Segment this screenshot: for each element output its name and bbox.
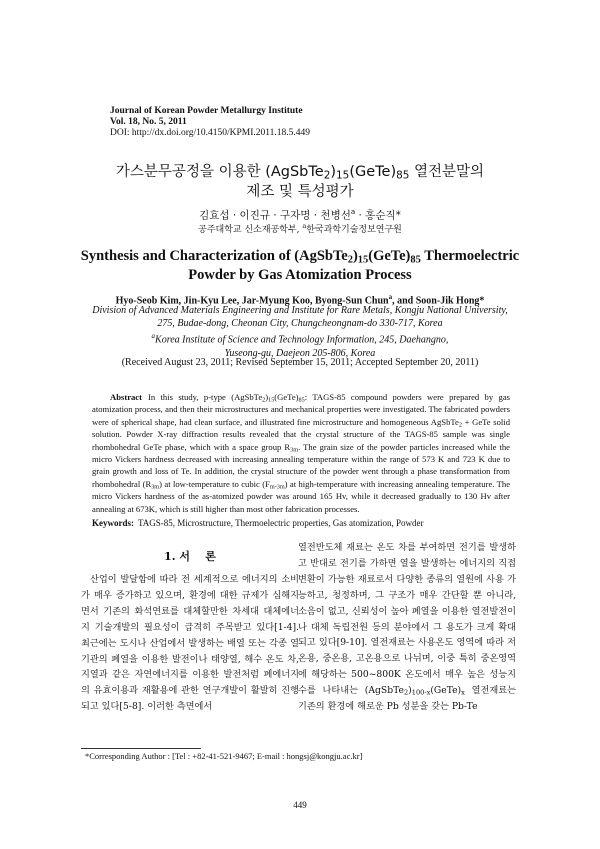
english-title-sub: 15	[357, 254, 369, 266]
journal-volume: Vol. 18, No. 5, 2011	[110, 117, 187, 127]
body-text: 열전재료는 기존의 환경에 해로운 Pb 성분을 갖는 Pb-Te	[298, 685, 517, 713]
body-text: 산업이 발달함에 따라 전 세계적으로 에너지의 소비가 매우 증가하고 있으며, 환경에 대한 규제가 심해지면서 기존의 화석연료를 대체할만한 차세대 대체에너지 기술개발의 필요성이 급격히 주목받고 있다[1-4]. 최근에는 도시나 산업에서 발생하는 배열 또는 각종 열기관의 폐열을 이용한 발전이나 태양열, 해수 온도 차, 지열과 같은 자연에너지를 이용한 발전처럼 폐에너지의 유효이용과 재활용에 관한 연구개발이 활발히 진행되고 있다[5-8]. 이러한 측면에서	[81, 574, 299, 713]
body-sub: x	[461, 688, 465, 697]
korean-title-mid: )	[330, 164, 337, 180]
korean-affil-2: 한국과학기술정보연구원	[306, 225, 402, 235]
body-text: )	[408, 685, 412, 697]
korean-title-line2: 제조 및 특성평가	[246, 184, 354, 200]
abstract-sub: 2	[458, 421, 462, 429]
affiliation-line: 275, Budae-dong, Cheonan City, Chungcheongnam-do 330-717, Korea	[157, 318, 443, 330]
english-title-post: Thermoelectric	[420, 248, 520, 264]
korean-title-sub: 15	[336, 169, 350, 182]
affiliation-line: Korea Institute of Science and Technology Information, 245, Daehangno,	[155, 334, 449, 346]
english-title-mid: )	[352, 248, 358, 264]
abstract-text: + GeTe solid solution. Powder X-ray diffraction results revealed that the crystal structure of the TAGS-85 sample was single rhombohedral GeTe phase, which with a space group R	[92, 416, 510, 452]
affiliation-mark: a	[302, 222, 307, 230]
english-title-mid: (GeTe)	[368, 248, 411, 264]
abstract-text: : TAGS-85 compound powders were prepared by gas atomization process, and then their microstructures and mechanical properties were investigated. The fabricated powders were of spherical shape, had clean surface, and illustrated fine microstructure and homogeneous AgSbTe	[92, 392, 510, 427]
abstract-sub: 85	[298, 396, 305, 404]
body-text: (GeTe)	[430, 685, 462, 697]
keywords	[92, 517, 510, 529]
abstract-text: In this study, p-type (AgSbTe	[147, 392, 263, 402]
affiliation-line: Yuseong-gu, Daejeon 205-806, Korea	[224, 347, 376, 359]
korean-title-mid: (GeTe)	[349, 164, 397, 180]
footnote-divider	[81, 748, 201, 749]
abstract-sub: 15	[268, 396, 275, 404]
abstract-text: (GeTe)	[274, 392, 299, 402]
english-title	[0, 247, 600, 285]
body-column-left	[81, 572, 299, 715]
abstract-sub: 3m	[290, 446, 299, 454]
korean-author-names: 김효섭 · 이진규 · 구자명 · 천병선	[199, 209, 351, 222]
affiliation-mark: a	[151, 332, 156, 341]
affiliation-line: Division of Advanced Materials Engineering and Institute for Rare Metals, Kongju National University,	[92, 305, 508, 316]
english-author-names-2: , and Soon-Jik Hong*	[392, 295, 485, 307]
abstract-text: ) at low-temperature to cubic (F	[159, 478, 270, 489]
korean-author-names-2: · 홍순직*	[355, 209, 401, 222]
korean-affil-1: 공주대학교 신소재공학부,	[198, 225, 303, 235]
abstract-sub: 3m	[151, 483, 160, 491]
abstract-text: )	[265, 392, 269, 402]
body-sub: 2	[403, 688, 409, 697]
journal-name: Journal of Korean Powder Metallurgy Institute	[110, 106, 303, 116]
abstract	[92, 391, 510, 515]
english-title-sub: 2	[347, 254, 353, 266]
journal-header	[110, 106, 310, 139]
abstract-text: . The grain size of the powder particles increased while the micro Vickers hardness decreased with increasing annealing temperature within the range of 573 K and 723 K due to grain growth and loss of Te. In addition, the crystal structure of the powder went through a phase transformation from rhombohedral (R	[92, 441, 510, 489]
korean-affiliation	[0, 220, 600, 236]
abstract-sub: 2	[262, 396, 266, 404]
korean-title	[0, 162, 600, 202]
affiliation-mark: a	[388, 293, 393, 301]
english-title-pre: Synthesis and Characterization of (AgSbTe	[80, 248, 348, 264]
abstract-text: ) at high-temperature with increasing annealing temperature. The micro Vickers hardness of the as-atomized powder was around 165 Hv, while it decreased gradually to 130 Hv after annealing at 673K, which is still higher than most other fabrication processes.	[92, 478, 511, 514]
english-title-sub: 85	[410, 254, 421, 266]
korean-title-sub: 85	[396, 169, 410, 182]
body-sub: 100-x	[411, 688, 431, 697]
abstract-sub: m-3m	[269, 483, 285, 491]
affiliation-mark: a	[350, 208, 356, 216]
body-text: 열전반도체 재료는 온도 차를 부여하면 전기를 발생하고 반대로 전기를 가하면 열을 발생하는 에너지의 직접변환이 가능한 재료로서 다양한 종류의 열원에 사용 가능하고, 청정하며, 그 구조가 매우 간단할 뿐 아니라, 소음이 없고, 신뢰성이 높아 폐열을 이용한 열전발전이나 대체 독립전원 등의 분야에서 그 용도가 크게 확대되고 있다[9-10]. 열전재료는 사용온도 영역에 따라 저온용, 중온용, 고온용으로 나뉘며, 이중 특히 중온영역에 해당하는 500~800K 온도에서 매우 높은 성능지수를 나타내는 (AgSbTe	[298, 542, 516, 697]
korean-title-sub: 2	[323, 169, 331, 182]
english-author-names: Hyo-Seob Kim, Jin-Kyu Lee, Jar-Myung Koo, Byong-Sun Chun	[115, 295, 389, 307]
page-number: 449	[293, 800, 307, 810]
korean-title-pre: 가스분무공정을 이용한 (AgSbTe	[115, 164, 324, 180]
section-heading: 1. 서 론	[164, 550, 216, 563]
english-affiliation	[0, 304, 600, 360]
journal-doi: DOI: http://dx.doi.org/10.4150/KPMI.2011.18.5.449	[110, 128, 311, 138]
keywords-text: TAGS-85, Microstructure, Thermoelectric properties, Gas atomization, Powder	[138, 518, 424, 528]
body-column-right	[298, 540, 516, 715]
keywords-label: Keywords:	[92, 518, 134, 528]
korean-title-post: 열전분말의	[409, 164, 485, 180]
corresponding-author-footnote: *Corresponding Author : [Tel : +82-41-521-9467; E-mail : hongsj@kongju.ac.kr]	[85, 751, 363, 761]
english-title-line2: Powder by Gas Atomization Process	[188, 267, 412, 283]
abstract-label: Abstract	[110, 392, 142, 402]
received-dates: (Received August 23, 2011; Revised September 15, 2011; Accepted September 20, 2011)	[121, 357, 479, 368]
